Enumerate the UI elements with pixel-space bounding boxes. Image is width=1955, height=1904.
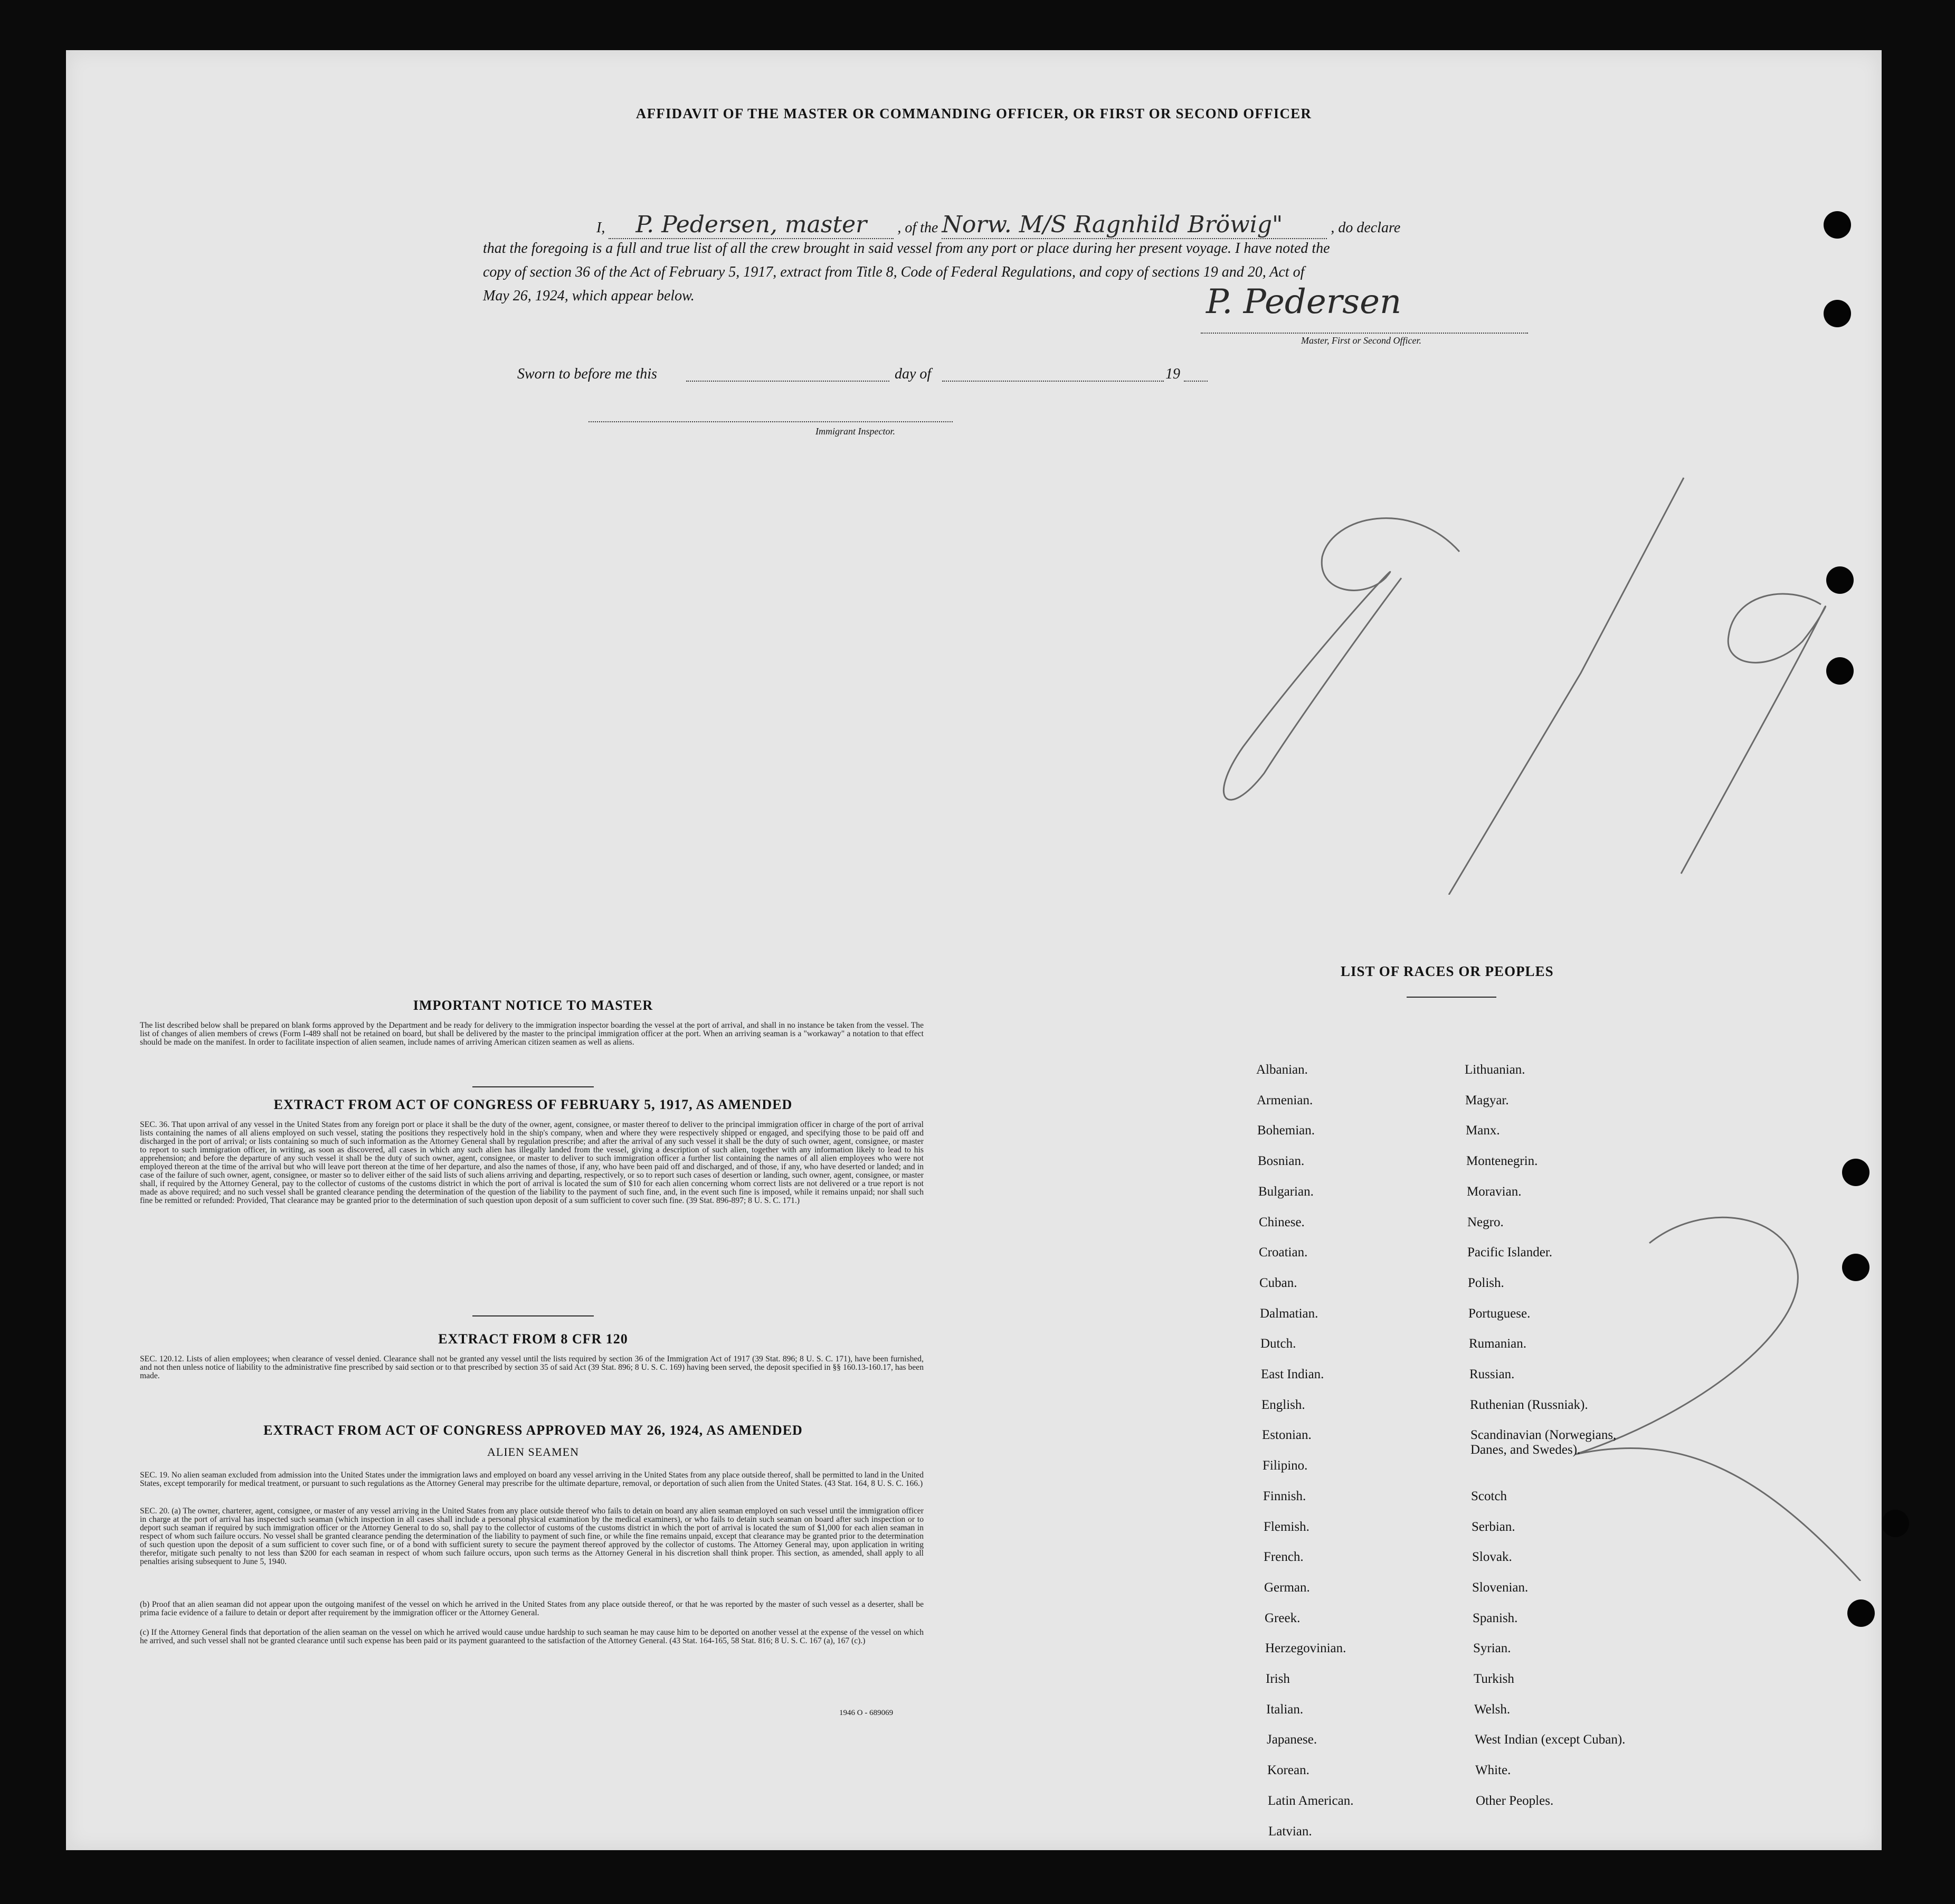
race-item: Rumanian. <box>1469 1337 1527 1351</box>
race-item: Filipino. <box>1263 1458 1308 1473</box>
race-item: Other Peoples. <box>1476 1794 1554 1808</box>
inspector-signature-line <box>589 421 953 422</box>
race-item: White. <box>1475 1763 1511 1777</box>
declaration-line-3: copy of section 36 of the Act of February 5, 1917, extract from Title 8, Code of Federal Regulations, and copy of sections 19 and 20, Act of <box>483 264 1305 280</box>
races-title: LIST OF RACES OR PEOPLES <box>1341 963 1554 979</box>
race-item: Scotch <box>1471 1489 1507 1503</box>
divider <box>472 1315 594 1316</box>
handwritten-8-9-annotation <box>1164 420 1861 895</box>
race-item: Chinese. <box>1259 1215 1305 1229</box>
extract-1917-title: EXTRACT FROM ACT OF CONGRESS OF FEBRUARY 5, 1917, AS AMENDED <box>273 1097 793 1112</box>
day-of-label: day of <box>895 366 932 382</box>
extract-cfr-title: EXTRACT FROM 8 CFR 120 <box>438 1331 628 1347</box>
race-item: Croatian. <box>1259 1245 1308 1259</box>
affidavit-title: AFFIDAVIT OF THE MASTER OR COMMANDING OFFICER, OR FIRST OR SECOND OFFICER <box>635 106 1312 121</box>
race-item: Spanish. <box>1473 1611 1518 1625</box>
race-item: Dutch. <box>1260 1337 1296 1351</box>
race-item: French. <box>1264 1550 1304 1564</box>
race-item: Slovenian. <box>1472 1580 1529 1595</box>
race-item: Moravian. <box>1467 1185 1522 1199</box>
extract-1924-title: EXTRACT FROM ACT OF CONGRESS APPROVED MAY 26, 1924, AS AMENDED <box>263 1423 803 1438</box>
race-item: Negro. <box>1467 1215 1504 1229</box>
binder-hole <box>1847 1599 1875 1627</box>
race-item: Albanian. <box>1256 1063 1308 1077</box>
declaration-mid: , of the <box>897 220 938 236</box>
binder-hole <box>1826 657 1854 685</box>
master-signature: P. Pedersen <box>1206 282 1402 321</box>
alien-seamen-subtitle: ALIEN SEAMEN <box>487 1445 579 1458</box>
binder-hole <box>1824 211 1851 239</box>
sworn-day-line <box>686 381 889 382</box>
race-item: Polish. <box>1468 1276 1504 1290</box>
race-item: Turkish <box>1474 1672 1514 1686</box>
declaration-line-1 <box>596 211 1553 239</box>
race-item: Lithuanian. <box>1465 1063 1525 1077</box>
master-name-field: P. Pedersen, master <box>609 211 894 239</box>
race-item: Pacific Islander. <box>1467 1245 1553 1259</box>
race-item: German. <box>1264 1580 1310 1595</box>
race-item: Korean. <box>1267 1763 1309 1777</box>
race-item: English. <box>1261 1398 1305 1412</box>
race-item: Latvian. <box>1268 1824 1312 1839</box>
notice-body: The list described below shall be prepared on blank forms approved by the Department and be ready for delivery to the immigration inspector boarding the vessel at the port of arrival, and shall in no instance be taken from the vessel. The list of changes of alien members of crews (Form I-489 shall not be retained on board, but shall be delivered by the master to the principal immigration officer at the port. When an arriving seaman is a "workaway" a notation to that effect should be made on the manifest. In order to facilitate inspection of alien seamen, include names of arriving American citizen seamen as well as aliens. <box>140 1021 924 1047</box>
race-item: Latin American. <box>1268 1794 1354 1808</box>
race-item: Serbian. <box>1472 1520 1515 1534</box>
binder-hole <box>1824 300 1851 327</box>
sworn-month-line <box>942 381 1164 382</box>
declaration-suffix: , do declare <box>1331 220 1401 236</box>
race-item: Russian. <box>1469 1367 1515 1381</box>
document-page <box>66 50 1882 1850</box>
race-item: Montenegrin. <box>1466 1154 1538 1168</box>
binder-hole <box>1842 1254 1869 1281</box>
race-item: Cuban. <box>1259 1276 1297 1290</box>
binder-hole <box>1882 1510 1909 1537</box>
declaration-line-4: May 26, 1924, which appear below. <box>483 288 695 304</box>
signature-caption: Master, First or Second Officer. <box>1301 335 1421 346</box>
race-item: Scandinavian (Norwegians, Danes, and Swedes). <box>1470 1428 1617 1457</box>
extract-1924-sec20b: (b) Proof that an alien seaman did not appear upon the outgoing manifest of the vessel on which he arrived in the United States from any place outside thereof, or that he was reported by the master of such vessel as a deserter, shall be prima facie evidence of a failure to detain or deport after requirement by the immigration officer or the Attorney General. <box>140 1600 924 1617</box>
extract-1924-sec19: SEC. 19. No alien seaman excluded from admission into the United States under the immigration laws and employed on board any vessel arriving in the United States from any place outside thereof, shall be permitted to land in the United States, except temporarily for medical treatment, or pursuant to such regulations as the Attorney General may prescribe for the ultimate departure, removal, or deportation of such alien from the United States. (43 Stat. 164, 8 U. S. C. 166.) <box>140 1471 924 1488</box>
race-item: West Indian (except Cuban). <box>1475 1732 1626 1747</box>
race-item: Estonian. <box>1262 1428 1312 1442</box>
race-item: Herzegovinian. <box>1265 1641 1346 1655</box>
race-item: Dalmatian. <box>1260 1306 1318 1321</box>
race-item: East Indian. <box>1261 1367 1324 1381</box>
race-item: Armenian. <box>1257 1093 1313 1107</box>
race-item: Welsh. <box>1474 1702 1511 1717</box>
race-item: Italian. <box>1266 1702 1304 1717</box>
race-item: Syrian. <box>1473 1641 1511 1655</box>
race-item: Japanese. <box>1267 1732 1317 1747</box>
race-item: Magyar. <box>1465 1093 1509 1107</box>
race-item: Irish <box>1266 1672 1290 1686</box>
race-item: Bulgarian. <box>1258 1185 1314 1199</box>
binder-hole <box>1826 566 1854 594</box>
race-item: Manx. <box>1466 1123 1500 1138</box>
race-item: Slovak. <box>1472 1550 1512 1564</box>
inspector-caption: Immigrant Inspector. <box>815 426 895 437</box>
year-line <box>1184 381 1208 382</box>
vessel-name-field: Norw. M/S Ragnhild Bröwig" <box>942 211 1327 239</box>
race-item: Flemish. <box>1264 1520 1309 1534</box>
race-item: Greek. <box>1265 1611 1301 1625</box>
extract-1924-sec20a: SEC. 20. (a) The owner, charterer, agent, consignee, or master of any vessel arriving in the United States from any place outside thereof who fails to detain on board any alien seaman employed on such vessel until the immigration officer in charge at the port of arrival has inspected such seaman (which inspection in all cases shall include a personal physical examination by the medical examiners), or who fails to detain such seaman on board after such inspection or to deport such seaman if required by such immigration officer or the Attorney General to do so, shall pay to the collector of customs of the customs district in which the port of arrival is located the sum of $1,000 for each alien seaman in respect of whom such failure occurs. No vessel shall be granted clearance pending the determination of the liability to payment of such fine, or while the fine remains unpaid, except that clearance may be granted prior to the determination of such question upon the deposit of a sum sufficient to cover such fine, or of a bond with sufficient surety to secure the payment thereof approved by the collector of customs. The Attorney General may, upon application in writing therefor, mitigate such penalty to not less than $200 for each seaman in respect of whom such failure occurs, upon such terms as the Attorney General in his discretion shall think proper. This section, as amended, shall apply to all penalties arising subsequent to June 5, 1940. <box>140 1507 924 1566</box>
races-divider <box>1407 997 1496 998</box>
declaration-prefix: I, <box>596 220 605 236</box>
sworn-label: Sworn to before me this <box>517 366 657 382</box>
handwritten-2-annotation <box>1544 1190 1871 1581</box>
extract-cfr-body: SEC. 120.12. Lists of alien employees; when clearance of vessel denied. Clearance shall not be granted any vessel until the lists required by section 36 of the Immigration Act of 1917 (39 Stat. 896; 8 U. S. C. 171), have been furnished, and not then unless notice of liability to the administrative fine prescribed by said section or to that prescribed by section 35 of said Act (39 Stat. 896; 8 U. S. C. 169) having been served, the deposit specified in §§ 160.13-160.17, has been made. <box>140 1354 924 1380</box>
declaration-line-2: that the foregoing is a full and true list of all the crew brought in said vessel from any port or place during her present voyage. I have noted the <box>483 240 1330 257</box>
race-item: Bosnian. <box>1258 1154 1305 1168</box>
signature-line <box>1201 333 1528 334</box>
divider <box>472 1086 594 1087</box>
race-item: Ruthenian (Russniak). <box>1470 1398 1588 1412</box>
extract-1924-sec20c: (c) If the Attorney General finds that deportation of the alien seaman on the vessel on which he arrived would cause undue hardship to such seaman he may cause him to be deported on another vessel at the expense of the vessel on which he arrived, and such vessel shall not be granted clearance until such expense has been paid or its payment guaranteed to the satisfaction of the Attorney General. (43 Stat. 164-165, 58 Stat. 816; 8 U. S. C. 167 (a), 167 (c).) <box>140 1628 924 1645</box>
race-item: Bohemian. <box>1257 1123 1315 1138</box>
binder-hole <box>1842 1159 1869 1186</box>
race-item: Portuguese. <box>1468 1306 1531 1321</box>
extract-1917-body: SEC. 36. That upon arrival of any vessel in the United States from any foreign port or place it shall be the duty of the owner, agent, consignee, or master thereof to deliver to the principal immigration officer in charge of the port of arrival lists containing the names of all aliens employed on such vessel, stating the positions they respectively hold in the ship's company, when and where they were respectively shipped or engaged, and specifying those to be paid off and discharged in the port of arrival; or lists containing so much of such information as the Attorney General shall by regulation prescribe; and after the arrival of any such vessel it shall be the duty of such owner, agent, consignee, or master to report to such immigration officer, in writing, as soon as discovered, all cases in which any such alien has illegally landed from the vessel, giving a description of such alien, together with any information likely to lead to his apprehension; and before the departure of any such vessel it shall be the duty of such owner, agent, consignee, or master to deliver to such immigration officer a further list containing the names of all alien employees who were not employed thereon at the time of the arrival but who will leave port thereon at the time of her departure, and also the names of those, if any, who have been paid off and discharged, and of those, if any, who have deserted or landed; and in case of the failure of such owner, agent, consignee, or master so to deliver either of the said lists of such aliens arriving and departing, respectively, or so to report such cases of desertion or landing, such owner, agent, consignee, or master shall, if required by the Attorney General, pay to the collector of customs of the customs district in which the port of arrival is located the sum of $10 for each alien concerning whom correct lists are not delivered or a true report is not made as above required; and no such vessel shall be granted clearance pending the determination of the question of the liability to the payment of such fine, and, in the event such fine is imposed, while it remains unpaid; nor shall such fine be remitted or refunded: Provided, That clearance may be granted prior to the determination of such question upon deposit of a sum sufficient to cover such fine. (39 Stat. 896-897; 8 U. S. C. 171.) <box>140 1120 924 1205</box>
notice-title: IMPORTANT NOTICE TO MASTER <box>413 998 653 1013</box>
year-label: 19 <box>1165 366 1180 382</box>
print-code: 1946 O - 689069 <box>839 1709 894 1717</box>
race-item: Finnish. <box>1263 1489 1306 1503</box>
